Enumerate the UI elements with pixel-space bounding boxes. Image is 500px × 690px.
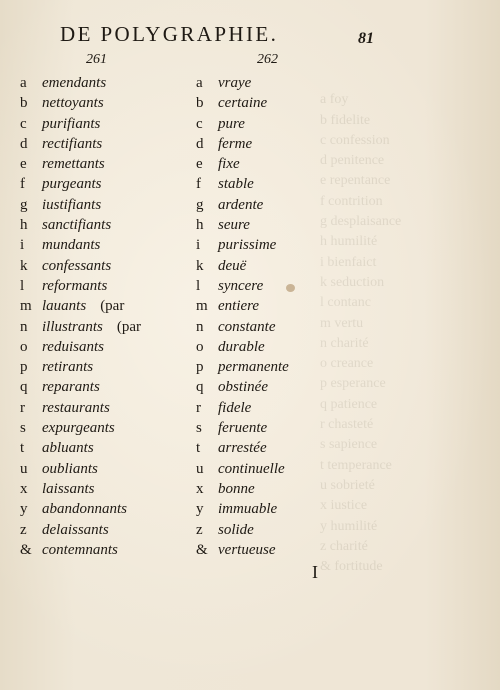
- list-item: [20, 195, 190, 215]
- bleed-through-text: a foy b fidelite c confession d penitence e repentance f contrition g desplaisance h humilité i bienfaict k seduction l contanc m vertu n charité o creance p esperance q patience r chasteté s sapience t temperance u sobrieté x iustice y humilité z charité & fortitude: [320, 92, 402, 575]
- list-item: [196, 195, 346, 215]
- list-item: [20, 73, 190, 93]
- row-letter: &: [20, 541, 32, 558]
- row-letter: o: [20, 338, 28, 355]
- row-note: (par: [100, 298, 125, 315]
- list-item: [196, 235, 346, 255]
- row-letter: q: [196, 379, 204, 396]
- row-letter: x: [196, 480, 204, 497]
- list-item: [196, 317, 346, 337]
- list-item: [196, 256, 346, 276]
- row-word: deuë: [218, 257, 247, 274]
- list-item: [196, 337, 346, 357]
- list-item: [196, 540, 346, 560]
- row-word: ardente: [218, 196, 264, 213]
- row-letter: o: [196, 338, 204, 355]
- list-item: [196, 276, 346, 296]
- list-item: [196, 154, 346, 174]
- row-word: fixe: [218, 156, 240, 173]
- list-item: [196, 520, 346, 540]
- row-letter: a: [20, 75, 27, 91]
- row-word: constante: [218, 318, 276, 335]
- row-letter: f: [196, 176, 201, 193]
- row-letter: p: [20, 359, 28, 376]
- row-letter: n: [20, 318, 28, 335]
- list-item: [20, 540, 190, 560]
- row-letter: p: [196, 359, 204, 376]
- row-word: abluants: [42, 440, 94, 457]
- row-letter: x: [20, 480, 28, 497]
- row-word: emendants: [42, 75, 107, 91]
- list-item: [20, 134, 190, 154]
- row-word: oubliants: [42, 460, 98, 477]
- row-word: lauants: [42, 298, 87, 315]
- list-item: [20, 256, 190, 276]
- list-item: [20, 459, 190, 479]
- list-item: [20, 479, 190, 499]
- row-letter: e: [20, 156, 27, 173]
- row-letter: b: [196, 95, 204, 112]
- row-word: fidele: [218, 399, 252, 416]
- list-item: [196, 296, 346, 316]
- row-letter: d: [196, 135, 204, 152]
- row-letter: s: [196, 420, 202, 437]
- row-letter: a: [196, 75, 203, 91]
- row-word: delaissants: [42, 521, 109, 538]
- list-item: [196, 134, 346, 154]
- row-word: certaine: [218, 95, 268, 112]
- list-item: [196, 215, 346, 235]
- foxing-spot: [286, 284, 295, 292]
- row-letter: i: [20, 237, 25, 254]
- list-item: [20, 357, 190, 377]
- row-letter: k: [20, 257, 28, 274]
- row-letter: l: [196, 277, 201, 294]
- row-letter: d: [20, 135, 28, 152]
- list-item: [196, 357, 346, 377]
- word-column-left: [20, 73, 190, 560]
- row-word: restaurants: [42, 399, 110, 416]
- row-word: vertueuse: [218, 541, 276, 558]
- word-column-right: [196, 73, 346, 560]
- row-word: permanente: [218, 359, 289, 376]
- list-item: [196, 418, 346, 438]
- list-item: [20, 215, 190, 235]
- list-item: [196, 93, 346, 113]
- list-item: [20, 418, 190, 438]
- row-letter: y: [196, 501, 204, 518]
- row-letter: i: [196, 237, 201, 254]
- row-word: expurgeants: [42, 420, 115, 437]
- list-item: [20, 235, 190, 255]
- row-word: laissants: [42, 480, 95, 497]
- row-letter: l: [20, 277, 25, 294]
- row-letter: u: [196, 460, 204, 477]
- row-word: purifiants: [42, 115, 101, 132]
- row-word: confessants: [42, 257, 112, 274]
- list-item: [20, 520, 190, 540]
- row-letter: s: [20, 420, 26, 437]
- row-word: arrestée: [218, 440, 267, 457]
- list-item: [20, 174, 190, 194]
- row-word: durable: [218, 338, 265, 355]
- row-word: entiere: [218, 298, 260, 315]
- row-word: iustifiants: [42, 196, 102, 213]
- row-letter: q: [20, 379, 28, 396]
- row-word: nettoyants: [42, 95, 104, 112]
- row-letter: e: [196, 156, 203, 173]
- row-word: reparants: [42, 379, 100, 396]
- row-letter: &: [196, 541, 208, 558]
- row-letter: b: [20, 95, 28, 112]
- row-note: (par: [116, 318, 142, 335]
- row-word: remettants: [42, 156, 105, 173]
- row-word: reduisants: [42, 338, 104, 355]
- row-word: continuelle: [218, 460, 285, 477]
- row-letter: t: [196, 440, 201, 457]
- list-item: [20, 377, 190, 397]
- row-word: immuable: [218, 501, 278, 518]
- row-letter: h: [196, 217, 204, 234]
- row-letter: r: [196, 399, 201, 416]
- column-number-left: 261: [86, 52, 107, 67]
- row-word: purgeants: [42, 176, 102, 193]
- row-letter: g: [20, 196, 28, 213]
- row-letter: c: [20, 115, 27, 132]
- row-letter: m: [20, 298, 32, 315]
- row-word: mundants: [42, 237, 101, 254]
- row-letter: c: [196, 115, 203, 132]
- list-item: [20, 438, 190, 458]
- list-item: [20, 154, 190, 174]
- row-word: solide: [218, 521, 254, 538]
- page-number: 81: [358, 30, 374, 47]
- list-item: [196, 479, 346, 499]
- list-item: [20, 317, 190, 337]
- row-word: rectifiants: [42, 135, 103, 152]
- row-letter: f: [20, 176, 25, 193]
- list-item: [196, 114, 346, 134]
- row-letter: g: [196, 196, 204, 213]
- list-item: [196, 174, 346, 194]
- list-item: [20, 93, 190, 113]
- row-word: contemnants: [42, 541, 118, 558]
- row-letter: k: [196, 257, 204, 274]
- list-item: [20, 499, 190, 519]
- row-word: obstinée: [218, 379, 268, 396]
- list-item: [196, 398, 346, 418]
- row-letter: u: [20, 460, 28, 477]
- row-word: feruente: [218, 420, 268, 437]
- row-word: retirants: [42, 359, 94, 376]
- row-word: pure: [218, 115, 245, 132]
- row-word: stable: [218, 176, 254, 193]
- row-letter: z: [196, 521, 203, 538]
- list-item: [196, 438, 346, 458]
- list-item: [20, 398, 190, 418]
- row-letter: n: [196, 318, 204, 335]
- row-word: vraye: [218, 75, 252, 91]
- row-letter: r: [20, 399, 25, 416]
- list-item: [196, 377, 346, 397]
- row-word: ferme: [218, 135, 253, 152]
- list-item: [196, 499, 346, 519]
- running-head: DE POLYGRAPHIE.: [60, 22, 279, 46]
- row-letter: y: [20, 501, 28, 518]
- list-item: [196, 459, 346, 479]
- row-letter: z: [20, 521, 27, 538]
- list-item: [20, 114, 190, 134]
- row-word: illustrants: [42, 318, 103, 335]
- row-letter: h: [20, 217, 28, 234]
- row-word: reformants: [42, 277, 108, 294]
- row-word: seure: [218, 217, 250, 234]
- row-word: abandonnants: [42, 501, 128, 518]
- row-letter: t: [20, 440, 25, 457]
- row-word: purissime: [218, 237, 277, 254]
- list-item: [20, 296, 190, 316]
- row-word: sanctifiants: [42, 217, 112, 234]
- column-number-right: 262: [257, 52, 278, 67]
- row-word: bonne: [218, 480, 255, 497]
- signature-mark: I: [312, 562, 318, 582]
- list-item: [20, 276, 190, 296]
- row-word: syncere: [218, 277, 264, 294]
- list-item: [20, 337, 190, 357]
- list-item: [196, 73, 346, 93]
- row-letter: m: [196, 298, 208, 315]
